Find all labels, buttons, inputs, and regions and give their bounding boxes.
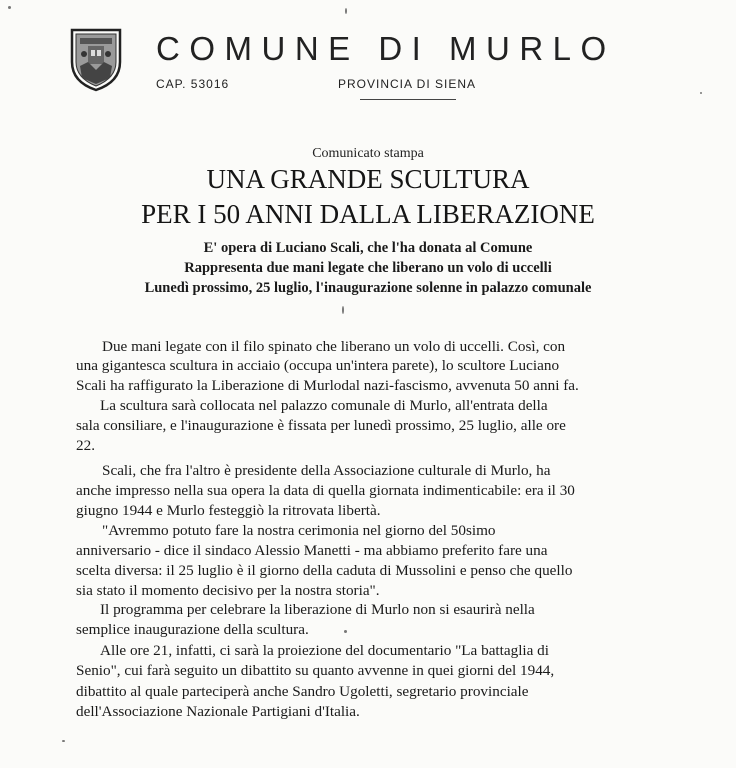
body-text-line: dibattito al quale parteciperà anche Sandro Ugoletti, segretario provinciale — [76, 683, 529, 700]
municipal-crest-icon — [66, 26, 126, 92]
scan-speck — [8, 6, 11, 9]
body-text-line: 22. — [76, 437, 95, 454]
body-text-line: sia stato il momento decisivo per la nostra storia". — [76, 582, 380, 599]
scan-speck — [345, 8, 347, 14]
body-text-line: La scultura sarà collocata nel palazzo comunale di Murlo, all'entrata della — [100, 397, 548, 414]
body-text-line: Il programma per celebrare la liberazione di Murlo non si esaurirà nella — [100, 601, 535, 618]
body-text-line: giugno 1944 e Murlo festeggiò la ritrovata libertà. — [76, 502, 381, 519]
scan-speck — [344, 630, 347, 633]
body-text-line: Due mani legate con il filo spinato che liberano un volo di uccelli. Così, con — [102, 338, 566, 355]
scan-speck — [700, 92, 702, 94]
scan-speck — [342, 306, 344, 314]
body-text-line: Senio", cui farà seguito un dibattito su quanto avvenne in quei giorni del 1944, — [76, 662, 555, 679]
body-text-line: Alle ore 21, infatti, ci sarà la proiezione del documentario "La battaglia di — [100, 642, 549, 659]
subtitle-line-1: E' opera di Luciano Scali, che l'ha donata al Comune — [203, 240, 533, 256]
subtitle-line-3: Lunedì prossimo, 25 luglio, l'inaugurazione solenne in palazzo comunale — [144, 280, 592, 296]
headline-line-1: UNA GRANDE SCULTURA — [206, 164, 530, 194]
body-text-line: "Avremmo potuto fare la nostra cerimonia nel giorno del 50simo — [102, 522, 496, 539]
body-text-line: sala consiliare, e l'inaugurazione è fissata per lunedì prossimo, 25 luglio, alle ore — [76, 417, 566, 434]
press-release-label: Comunicato stampa — [312, 146, 424, 161]
province-underline-divider — [360, 99, 456, 100]
body-text-line: Scali ha raffigurato la Liberazione di Murlodal nazi-fascismo, avvenuta 50 anni fa. — [76, 377, 579, 394]
headline-line-2: PER I 50 ANNI DALLA LIBERAZIONE — [141, 199, 595, 229]
subtitle-line-2: Rappresenta due mani legate che liberano un volo di uccelli — [184, 260, 552, 276]
body-text-line: semplice inaugurazione della scultura. — [76, 621, 309, 638]
municipality-name: COMUNE DI MURLO — [156, 30, 616, 67]
body-text-line: anniversario - dice il sindaco Alessio Manetti - ma abbiamo preferito fare una — [76, 542, 548, 559]
body-text-line: Scali, che fra l'altro è presidente della Associazione culturale di Murlo, ha — [102, 462, 551, 479]
scan-speck — [62, 740, 65, 742]
body-text-line: scelta diversa: il 25 luglio è il giorno della caduta di Mussolini e penso che quello — [76, 562, 573, 579]
body-text-line: dell'Associazione Nazionale Partigiani d'Italia. — [76, 703, 360, 720]
body-text-line: una gigantesca scultura in acciaio (occupa un'intera parete), lo scultore Luciano — [76, 357, 560, 374]
province-name: PROVINCIA DI SIENA — [338, 77, 477, 91]
postal-code: CAP. 53016 — [156, 77, 230, 91]
body-text-line: anche impresso nella sua opera la data di quella giornata indimenticabile: era il 30 — [76, 482, 575, 499]
